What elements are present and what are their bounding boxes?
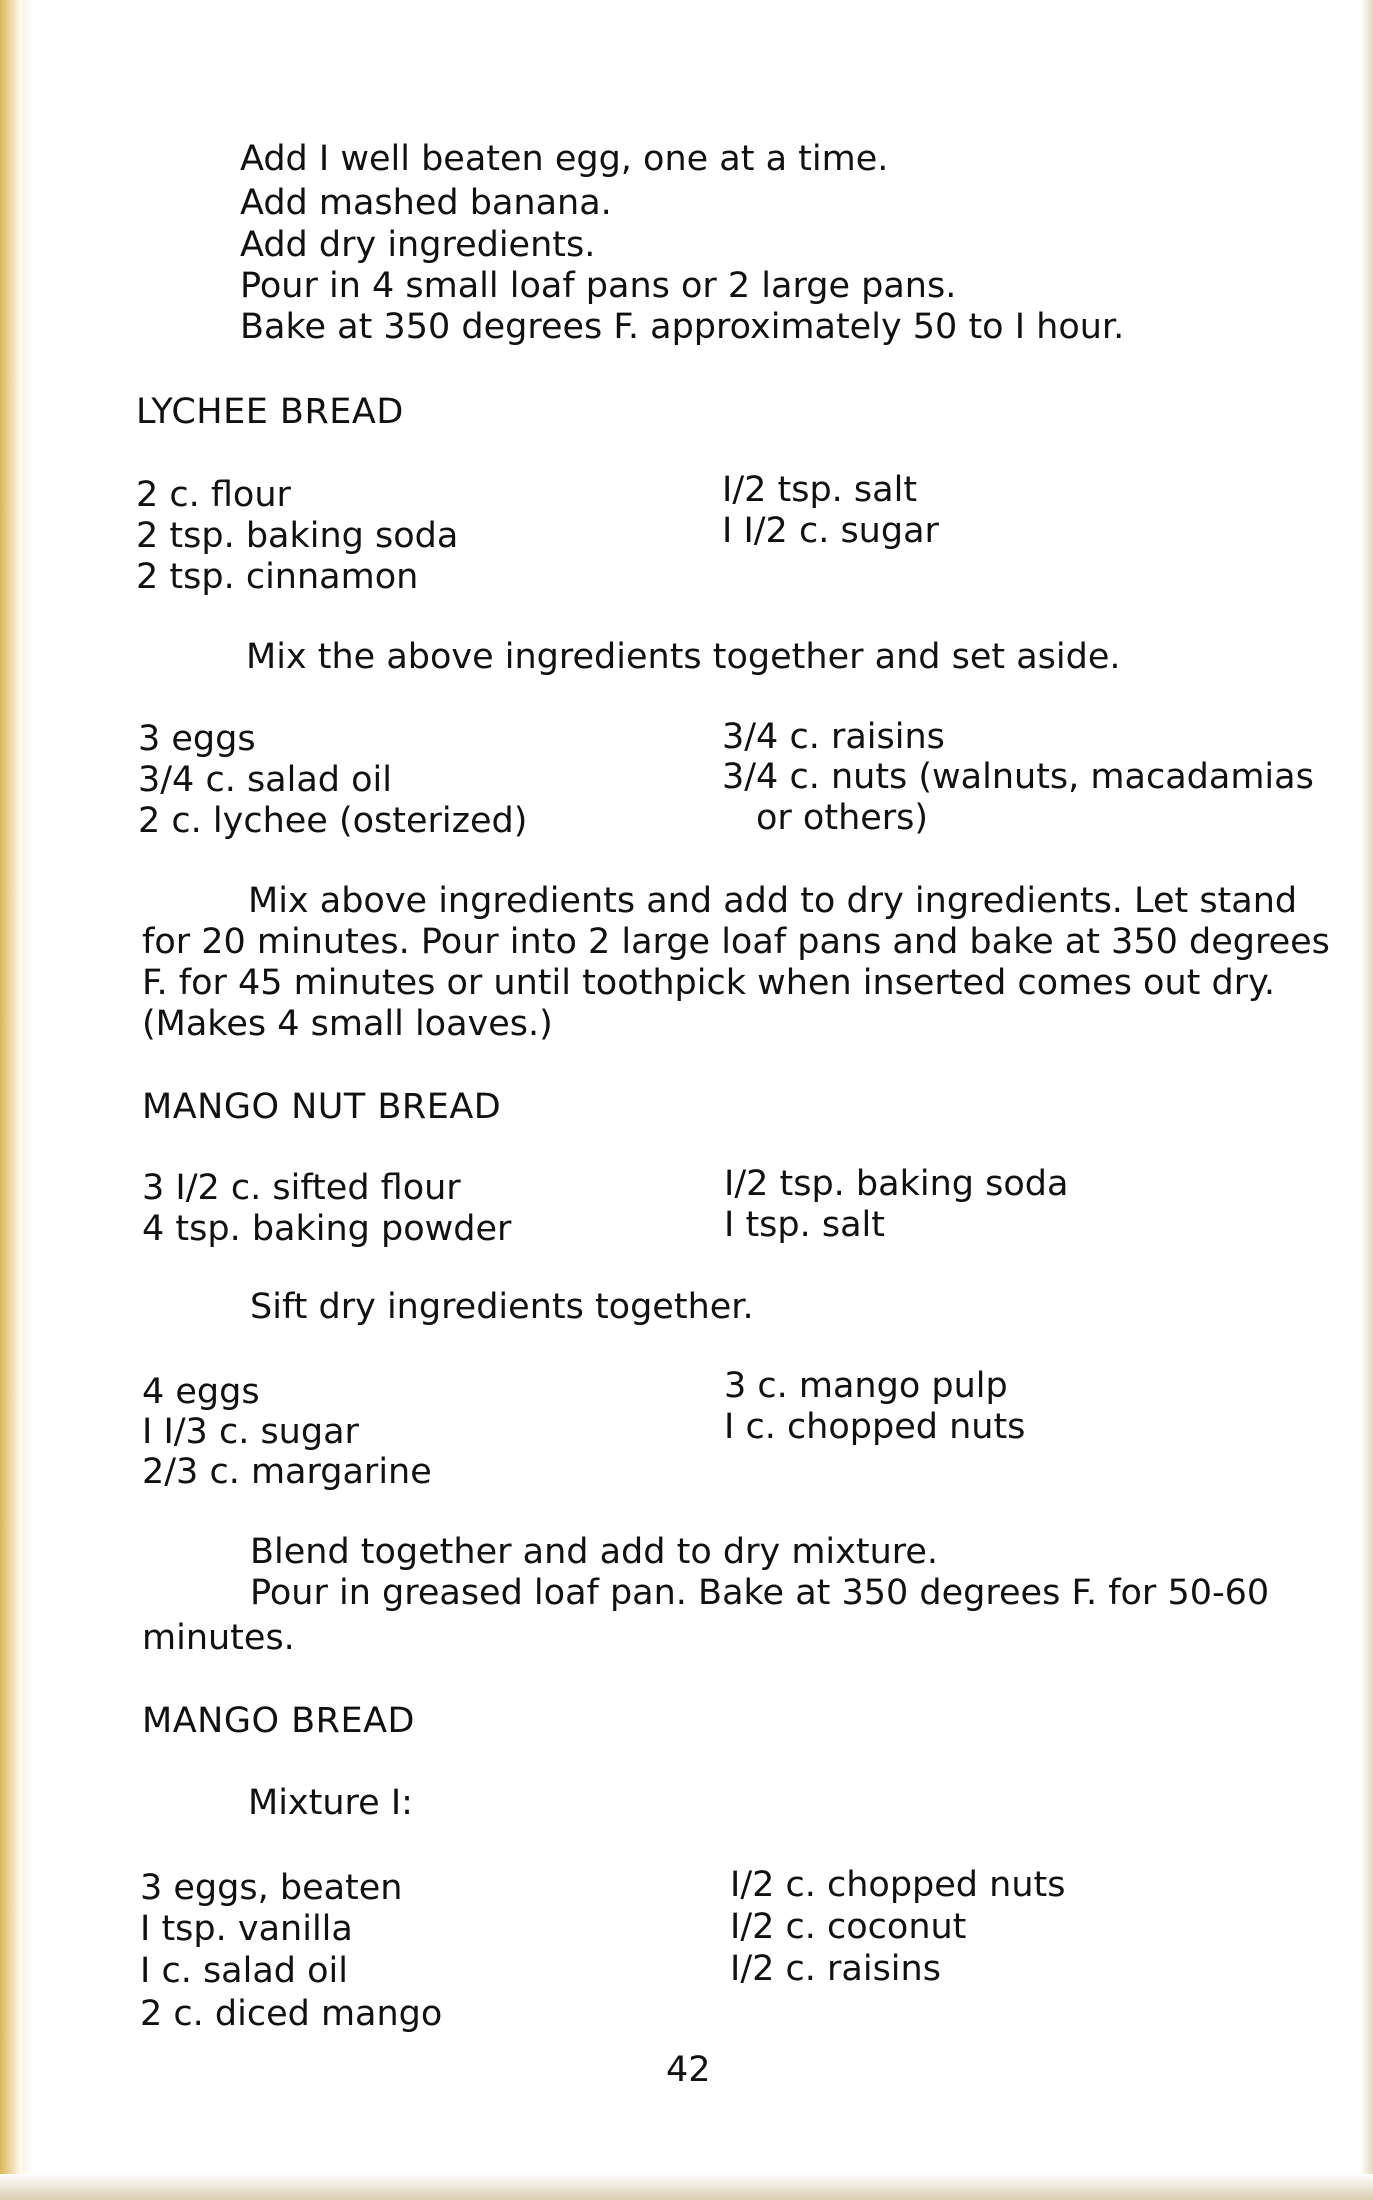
ingredient: 3 eggs, beaten [140,1868,403,1908]
ingredient: 4 eggs [142,1372,260,1412]
ingredient: I I/2 c. sugar [722,511,939,551]
page-edge-left-shade [22,0,32,2200]
ingredient: 3/4 c. nuts (walnuts, macadamias [722,757,1314,797]
intro-step: Bake at 350 degrees F. approximately 50 to I hour. [240,307,1125,347]
intro-step: Add mashed banana. [240,183,612,223]
recipe-title-lychee-bread: LYCHEE BREAD [136,392,404,432]
ingredient: I tsp. salt [724,1205,886,1245]
page-edge-right [1361,0,1373,2200]
instruction: minutes. [142,1618,295,1658]
ingredient: 3/4 c. salad oil [138,760,393,800]
ingredient: I/2 c. coconut [730,1907,967,1947]
ingredient: I/2 tsp. baking soda [724,1164,1069,1204]
ingredient: I c. salad oil [140,1951,349,1991]
instruction: Sift dry ingredients together. [250,1287,754,1327]
ingredient: 3 c. mango pulp [724,1366,1008,1406]
page-number: 42 [666,2050,711,2090]
ingredient: I/2 tsp. salt [722,470,918,510]
recipe-title-mango-bread: MANGO BREAD [142,1701,415,1741]
instruction: Pour in greased loaf pan. Bake at 350 degrees F. for 50-60 [250,1573,1270,1613]
ingredient: I I/3 c. sugar [142,1412,359,1452]
ingredient: 3 I/2 c. sifted flour [142,1168,461,1208]
ingredient: 2 tsp. cinnamon [136,557,419,597]
ingredient: 2 tsp. baking soda [136,516,459,556]
subheading: Mixture I: [248,1783,413,1823]
ingredient: 3 eggs [138,719,256,759]
ingredient: 3/4 c. raisins [722,717,945,757]
ingredient: 4 tsp. baking powder [142,1209,512,1249]
ingredient: 2 c. flour [136,475,291,515]
ingredient: 2 c. diced mango [140,1994,443,2034]
instruction: for 20 minutes. Pour into 2 large loaf pans and bake at 350 degrees [142,922,1330,962]
ingredient: I/2 c. chopped nuts [730,1865,1066,1905]
ingredient: I tsp. vanilla [140,1909,353,1949]
ingredient: I/2 c. raisins [730,1949,941,1989]
intro-step: Add dry ingredients. [240,225,596,265]
instruction: Mix above ingredients and add to dry ingredients. Let stand [248,881,1298,921]
intro-step: Add I well beaten egg, one at a time. [240,139,889,179]
instruction: Blend together and add to dry mixture. [250,1532,939,1572]
page-edge-bottom [0,2174,1373,2200]
instruction: F. for 45 minutes or until toothpick when inserted comes out dry. [142,963,1275,1003]
recipe-title-mango-nut-bread: MANGO NUT BREAD [142,1087,502,1127]
intro-step: Pour in 4 small loaf pans or 2 large pans. [240,266,957,306]
instruction: (Makes 4 small loaves.) [142,1004,553,1044]
ingredient: I c. chopped nuts [724,1407,1026,1447]
page-edge-left [0,0,22,2200]
ingredient: or others) [756,798,929,838]
ingredient: 2 c. lychee (osterized) [138,801,528,841]
ingredient: 2/3 c. margarine [142,1452,432,1492]
instruction: Mix the above ingredients together and set aside. [246,637,1121,677]
